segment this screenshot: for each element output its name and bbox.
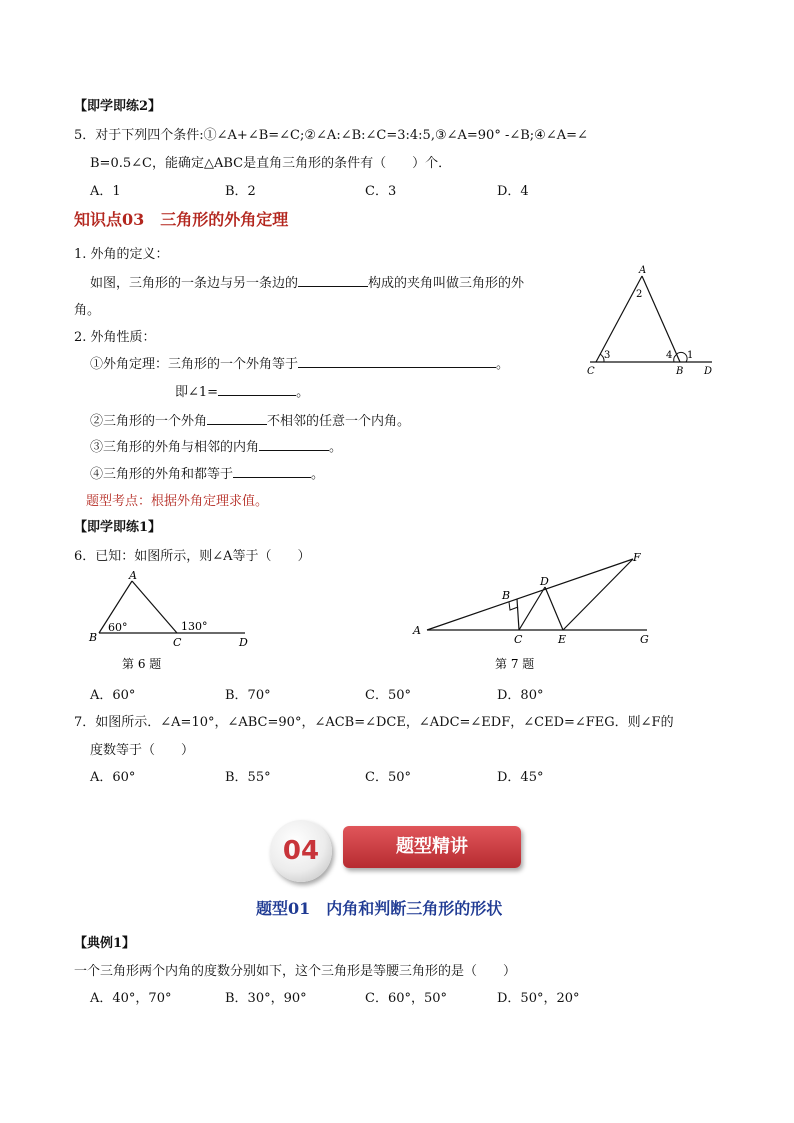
ex1-option-b[interactable]: B．30°，90°: [225, 991, 307, 1006]
label-b: B: [676, 366, 684, 377]
ex1-option-a[interactable]: A．40°，70°: [90, 991, 172, 1006]
fig6-label-b: B: [89, 631, 98, 644]
question-5-line1: 5．对于下列四个条件:①∠A+∠B=∠C;②∠A:∠B:∠C=3:4:5,③∠A=90° -∠B;④∠A=∠: [74, 128, 588, 143]
property-1-blank[interactable]: [298, 355, 496, 368]
definition-text: [90, 272, 524, 291]
property-1-text: ①外角定理：三角形的一个外角等于: [90, 357, 299, 372]
property-4-blank[interactable]: [233, 465, 311, 478]
q6-option-b[interactable]: B．70°: [225, 688, 271, 703]
example-1-heading: 【典例1】: [74, 936, 136, 951]
question-7-line2: 度数等于（ ）: [90, 743, 195, 758]
section-practice-1-heading: 【即学即练1】: [74, 520, 162, 535]
figure-7: [405, 547, 665, 675]
fig7-seg-de: [545, 587, 563, 630]
fig7-label-g: G: [640, 633, 649, 646]
example-1-text: 一个三角形两个内角的度数分别如下，这个三角形是等腰三角形的是（ ）: [74, 964, 517, 979]
fig6-side-ac: [132, 581, 177, 633]
banner-label: 题型精讲: [343, 826, 521, 868]
fig6-label-d: D: [239, 636, 248, 649]
q7-option-a[interactable]: A．60°: [90, 770, 136, 785]
q5-option-c[interactable]: C．3: [365, 184, 397, 199]
section-practice-2-heading: 【即学即练2】: [74, 99, 162, 114]
fig7-label-d: D: [540, 575, 549, 588]
fig7-seg-bc: [517, 599, 519, 630]
definition-text-end: 角。: [74, 303, 101, 318]
question-6-text: 6．已知：如图所示，则∠A等于（ ）: [74, 549, 311, 564]
banner-number: 04: [282, 836, 320, 866]
q5-option-b[interactable]: B．2: [225, 184, 256, 199]
fig7-label-b: B: [502, 589, 511, 602]
q6-option-d[interactable]: D．80°: [497, 688, 544, 703]
fig7-right-angle-mark: [509, 602, 518, 610]
label-a: A: [639, 265, 647, 276]
q6-option-c[interactable]: C．50°: [365, 688, 411, 703]
angle-4-arc: [674, 355, 676, 362]
property-2-text: ②三角形的一个外角: [90, 414, 208, 429]
label-2: 2: [636, 289, 643, 300]
label-3: 3: [604, 350, 611, 361]
question-5-line2: B=0.5∠C，能确定△ABC是直角三角形的条件有（ ）个．: [90, 156, 452, 171]
q7-option-c[interactable]: C．50°: [365, 770, 411, 785]
property-heading: 2. 外角性质：: [74, 330, 156, 345]
label-4: 4: [666, 350, 673, 361]
property-1: [90, 353, 509, 372]
property-2-blank[interactable]: [207, 412, 267, 425]
fig7-label-c: C: [514, 633, 523, 646]
property-1-end: 。: [496, 357, 510, 372]
q7-option-b[interactable]: B．55°: [225, 770, 271, 785]
fig6-caption: 第 6 题: [122, 657, 162, 671]
q5-option-a[interactable]: A．1: [90, 184, 121, 199]
property-4-end: 。: [311, 467, 325, 482]
property-2-end: 不相邻的任意一个内角。: [267, 414, 411, 429]
definition-blank[interactable]: [298, 274, 368, 287]
side-ab: [642, 276, 680, 362]
property-3: [90, 436, 342, 455]
property-2: [90, 410, 410, 429]
fig7-caption: 第 7 题: [495, 657, 535, 671]
question-type-title: 题型01 内角和判断三角形的形状: [256, 899, 503, 918]
fig6-label-a: A: [129, 569, 137, 582]
definition-heading: 1. 外角的定义：: [74, 247, 169, 262]
figure-6: [85, 567, 260, 675]
ex1-option-d[interactable]: D．50°，20°: [497, 991, 580, 1006]
q6-option-a[interactable]: A．60°: [90, 688, 136, 703]
fig7-seg-ef: [563, 559, 633, 630]
q5-option-d[interactable]: D．4: [497, 184, 529, 199]
property-3-end: 。: [329, 440, 343, 455]
fig7-label-e: E: [558, 633, 567, 646]
property-1-eq-end: 。: [296, 385, 310, 400]
exterior-angle-figure: [580, 262, 720, 377]
fig7-line-af: [427, 559, 633, 630]
label-c: C: [587, 366, 595, 377]
question-7-line1: 7．如图所示．∠A=10°，∠ABC=90°，∠ACB=∠DCE，∠ADC=∠EDF，∠CED=∠FEG．则∠F的: [74, 715, 674, 730]
property-4-text: ④三角形的外角和都等于: [90, 467, 234, 482]
property-4: [90, 463, 324, 482]
fig6-angle-c: 130°: [181, 620, 208, 633]
question-type-point: 题型考点：根据外角定理求值。: [86, 494, 269, 509]
fig6-label-c: C: [173, 636, 182, 649]
q7-option-d[interactable]: D．45°: [497, 770, 544, 785]
fig7-label-a: A: [413, 624, 421, 637]
fig7-label-f: F: [633, 551, 641, 564]
label-1: 1: [687, 350, 694, 361]
definition-text-part2: 构成的夹角叫做三角形的外: [368, 276, 525, 291]
label-d: D: [704, 366, 713, 377]
property-3-text: ③三角形的外角与相邻的内角: [90, 440, 260, 455]
property-1-eq-blank[interactable]: [218, 383, 296, 396]
property-1-equation: [175, 381, 309, 400]
property-1-eq-text: 即∠1=: [175, 385, 219, 400]
section-banner: [270, 820, 525, 882]
knowledge-point-title: 知识点03 三角形的外角定理: [74, 210, 289, 229]
fig6-angle-b: 60°: [108, 621, 128, 634]
definition-text-part1: 如图，三角形的一条边与另一条边的: [90, 276, 299, 291]
ex1-option-c[interactable]: C．60°，50°: [365, 991, 448, 1006]
property-3-blank[interactable]: [259, 438, 329, 451]
